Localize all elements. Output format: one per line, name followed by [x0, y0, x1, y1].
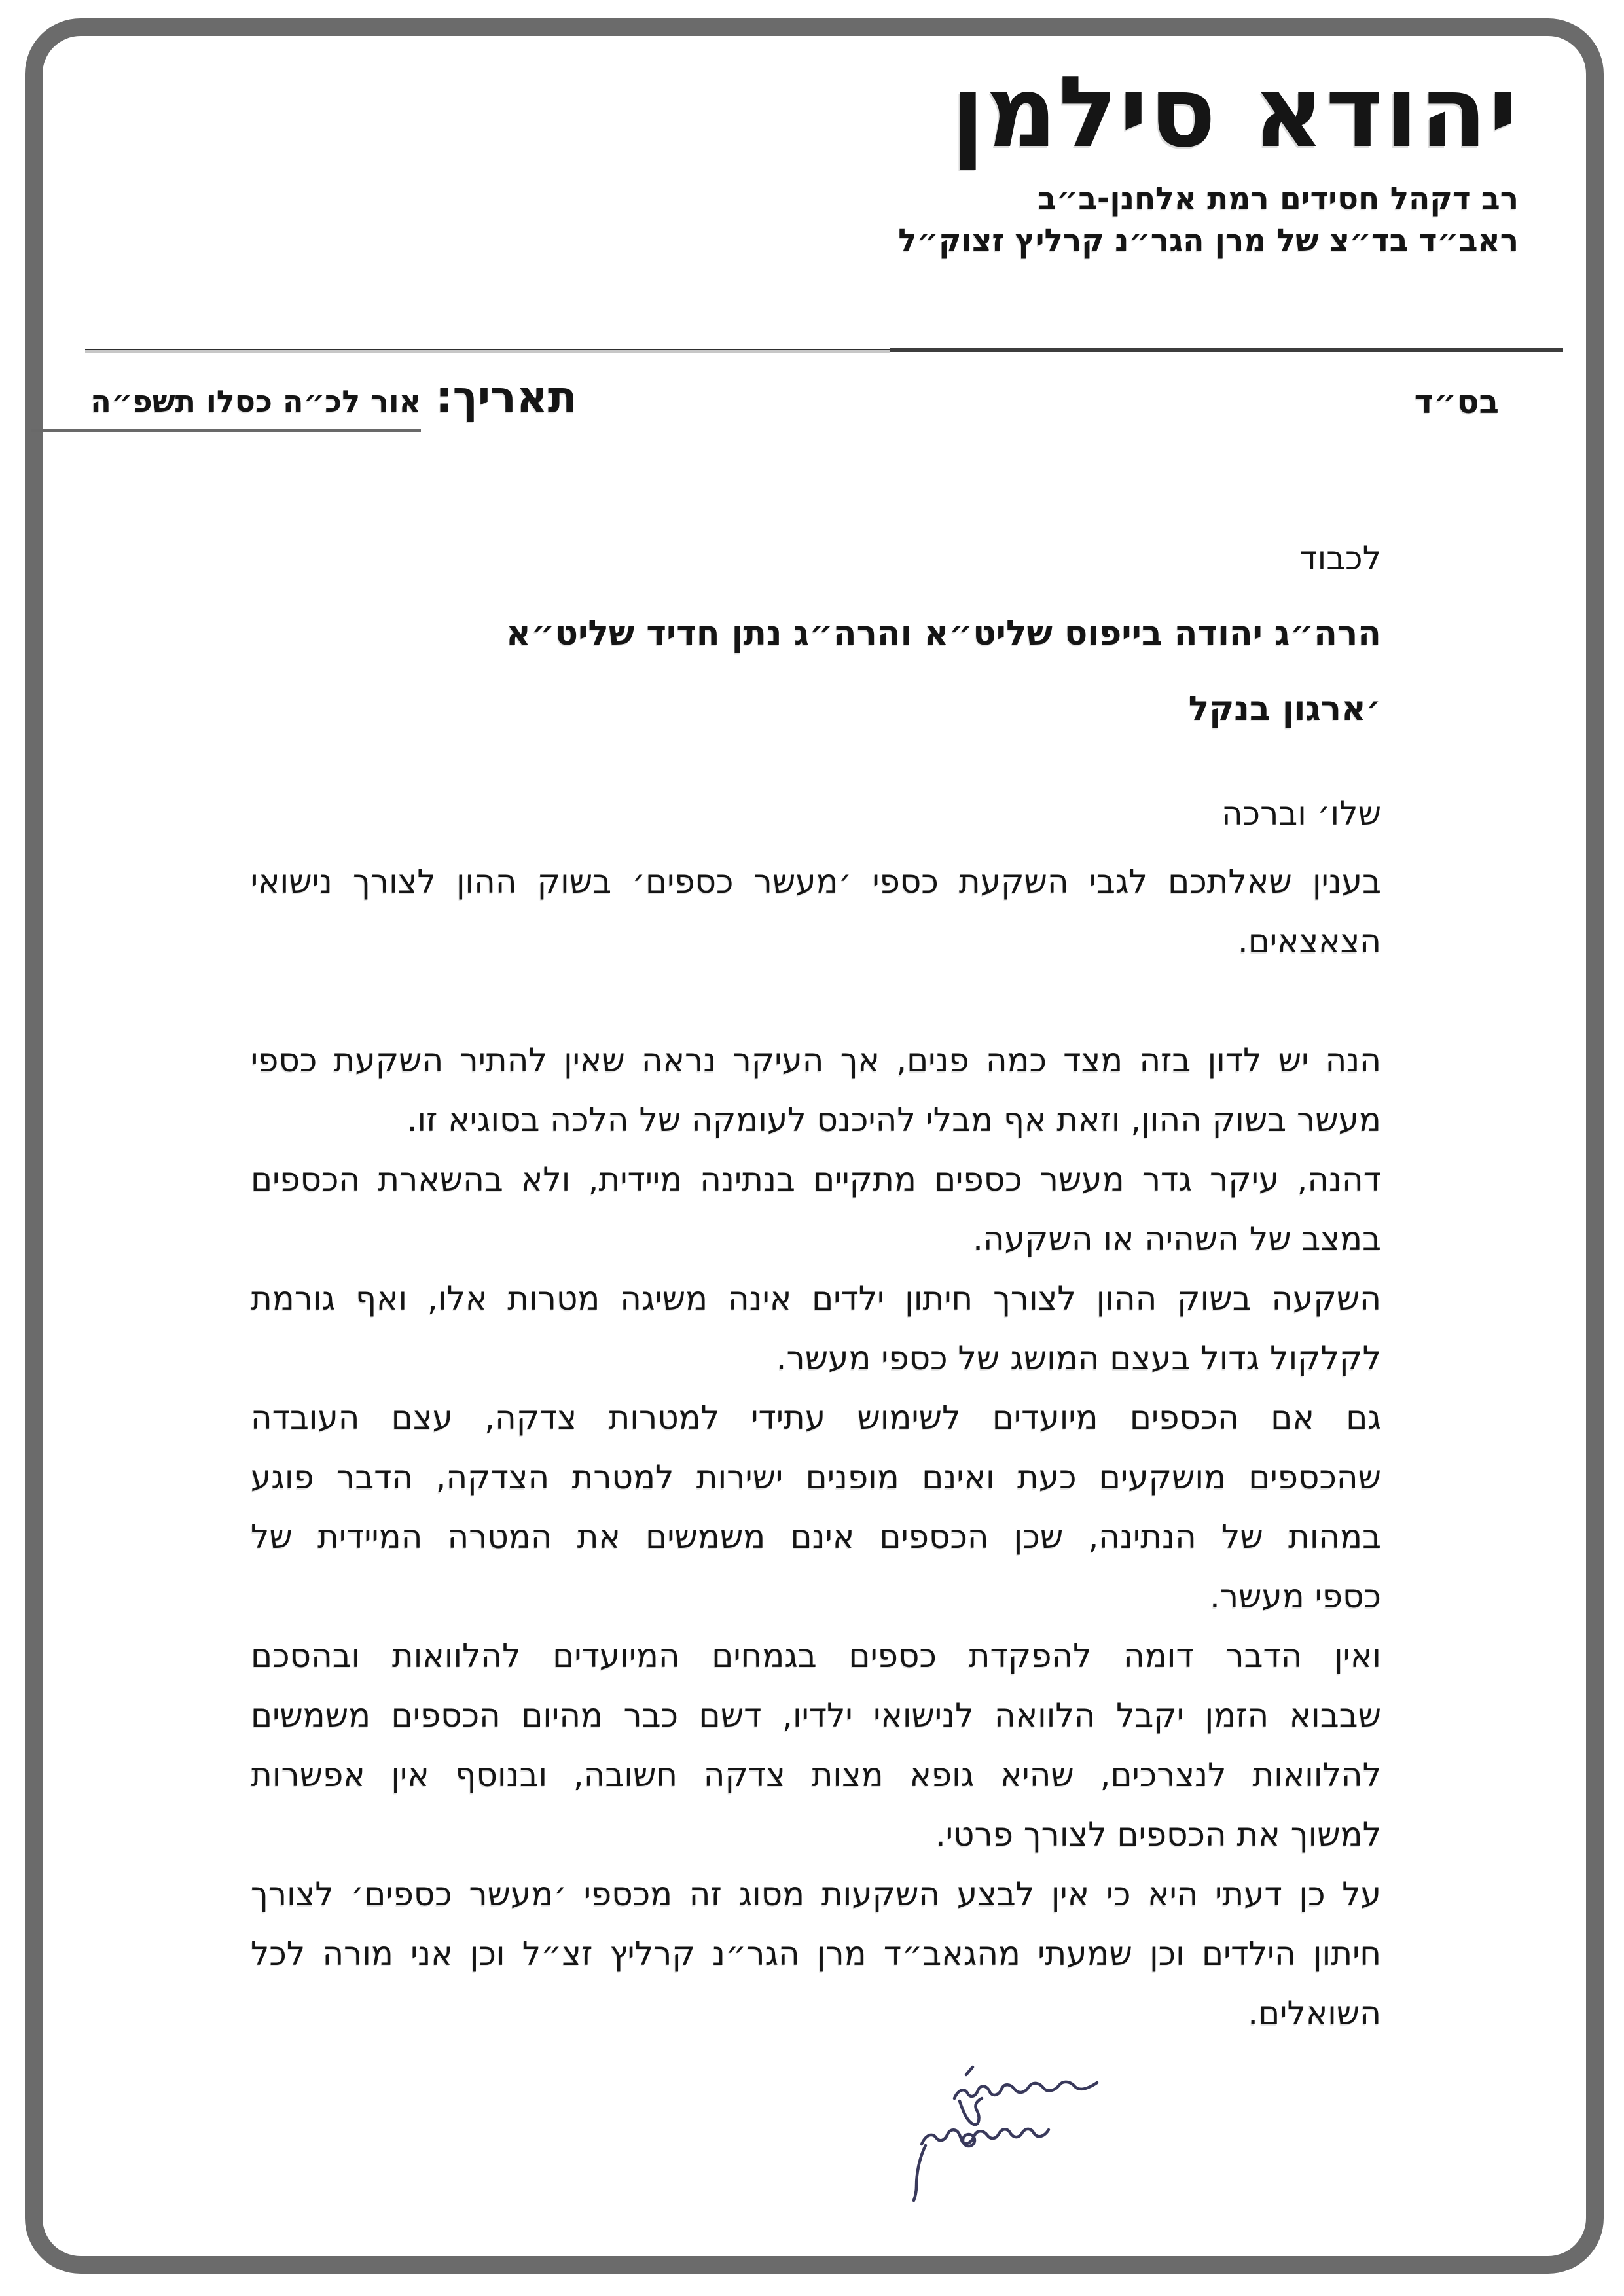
letterhead: [898, 58, 1519, 262]
letter-body: [251, 852, 1381, 2043]
body-line: במצב של השהיה או השקעה.: [973, 1220, 1381, 1258]
signature-stroke: [914, 2145, 926, 2200]
signature-stroke: [960, 2098, 982, 2125]
body-line: למשוך את הכספים לצורך פרטי.: [935, 1816, 1381, 1854]
signature-stroke: [954, 2082, 1097, 2098]
signature-stroke: [966, 2067, 973, 2075]
letterhead-divider-right: [890, 348, 1563, 352]
body-line: גם אם הכספים מיועדים לשימוש עתידי למטרות צדקה, עצם העובדה: [251, 1399, 1381, 1437]
signature-stroke: [922, 2129, 1049, 2144]
body-line: בענין שאלתכם לגבי השקעת כספי ׳מעשר כספים׳ בשוק ההון לצורך נישואי: [251, 863, 1381, 901]
recipient-names: הרה״ג יהודה בייפוס שליט״א והרה״ג נתן חדיד שליט״א: [506, 614, 1381, 653]
letterhead-divider-left: [85, 349, 890, 353]
body-line: שהכספים מושקעים כעת ואינם מופנים ישירות למטרת הצדקה, הדבר פוגע: [251, 1458, 1381, 1496]
body-line: מעשר בשוק ההון, וזאת אף מבלי להיכנס לעומקה של הלכה בסוגיא זו.: [406, 1101, 1381, 1139]
letterhead-subtitle-2: ראב״ד בד״צ של מרן הגר״נ קרליץ זצוק״ל: [898, 223, 1519, 259]
body-line: השואלים.: [1248, 1994, 1381, 2032]
body-line: הצאצאים.: [1237, 922, 1381, 960]
body-line: חיתון הילדים וכן שמעתי מהגאב״ד מרן הגר״נ קרליץ זצ״ל וכן אני מורה לכל: [251, 1935, 1381, 1973]
greeting: שלו׳ וברכה: [1221, 795, 1381, 833]
paragraph-gap: [251, 971, 1381, 1031]
body-line: ואין הדבר דומה להפקדת כספים בגמחים המיועדים להלוואות ובהסכם: [251, 1637, 1381, 1675]
date-row: [90, 372, 577, 432]
body-line: במהות של הנתינה, שכן הכספים אינם משמשים את המטרה המיידית של: [251, 1518, 1381, 1556]
letterhead-subtitle-1: רב דקהל חסידים רמת אלחנן-ב״ב: [1038, 181, 1519, 217]
body-line: שבבוא הזמן יקבל הלוואה לנישואי ילדיו, דשם כבר מהיום הכספים משמשים: [251, 1696, 1381, 1734]
date-value: אור לכ״ה כסלו תשפ״ה: [31, 384, 421, 432]
body-line: להלוואות לנצרכים, שהיא גופא מצות צדקה חשובה, ובנוסף אין אפשרות: [251, 1756, 1381, 1794]
recipient-block: [506, 521, 1381, 747]
letterhead-name: יהודא סילמן: [950, 56, 1519, 170]
recipient-salutation: לכבוד: [1299, 539, 1381, 577]
body-line: הנה יש לדון בזה מצד כמה פנים, אך העיקר נראה שאין להתיר השקעת כספי: [251, 1041, 1381, 1079]
body-line: על כן דעתי היא כי אין לבצע השקעות מסוג זה מכספי ׳מעשר כספים׳ לצורך: [251, 1875, 1381, 1913]
body-line: דהנה, עיקר גדר מעשר כספים מתקיים בנתינה מיידית, ולא בהשארת הכספים: [251, 1160, 1381, 1198]
body-line: כספי מעשר.: [1210, 1577, 1381, 1615]
recipient-organization: ׳ארגון בנקל: [1188, 689, 1381, 728]
handwritten-signature: [903, 2055, 1119, 2212]
body-line: השקעה בשוק ההון לצורך חיתון ילדים אינה משיגה מטרות אלו, ואף גורמת: [251, 1280, 1381, 1318]
date-label: תאריך:: [435, 372, 577, 422]
body-line: לקלקול גדול בעצם המושג של כספי מעשר.: [776, 1339, 1381, 1377]
bsd-heading: בס״ד: [1414, 383, 1499, 421]
